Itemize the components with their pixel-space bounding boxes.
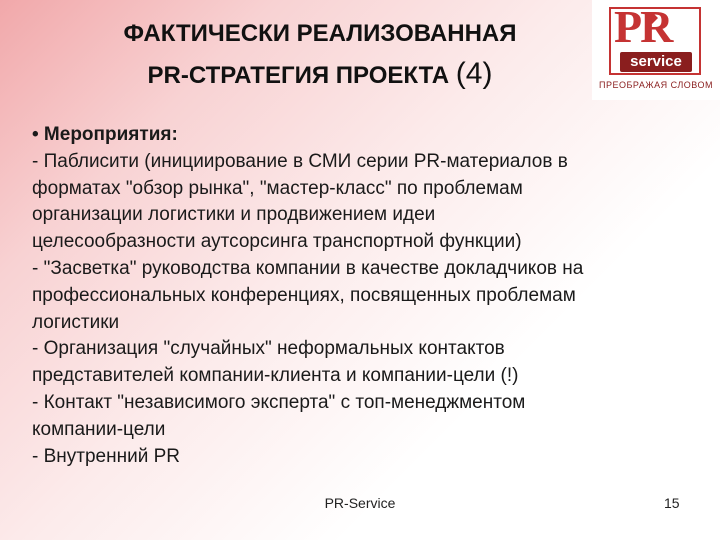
body-line: - "Засветка" руководства компании в качестве докладчиков на — [32, 257, 584, 279]
body-line: компании-цели — [32, 418, 166, 440]
body-line: - Организация "случайных" неформальных контактов — [32, 338, 505, 360]
body-line: - Внутренний PR — [32, 445, 180, 467]
title-line-1: ФАКТИЧЕСКИ РЕАЛИЗОВАННАЯ — [123, 20, 517, 47]
logo-motto: ПРЕОБРАЖАЯ СЛОВОМ — [599, 80, 713, 90]
bullet-heading: • Мероприятия: — [32, 124, 178, 145]
body-line: логистики — [32, 311, 120, 333]
body-line: форматах "обзор рынка", "мастер-класс" по проблемам — [32, 177, 523, 199]
body-line: представителей компании-клиента и компании-цели (!) — [32, 365, 519, 387]
title-line-2-text: PR-СТРАТЕГИЯ ПРОЕКТА — [147, 62, 450, 89]
logo-mark: PR — [614, 1, 672, 52]
logo-badge: service — [620, 52, 692, 72]
body-line: - Контакт "независимого эксперта" с топ-менеджментом — [32, 391, 526, 413]
body-line: организации логистики и продвижением идеи — [32, 204, 436, 226]
slide-title — [40, 14, 600, 96]
body-line: - Паблисити (инициирование в СМИ серии PR-материалов в — [32, 150, 568, 172]
slide-body — [32, 122, 692, 470]
body-line: целесообразности аутсорсинга транспортной функции) — [32, 231, 522, 253]
body-line: профессиональных конференциях, посвященных проблемам — [32, 284, 576, 306]
footer-text: PR-Service — [324, 495, 396, 511]
title-line-2 — [40, 54, 600, 96]
pr-service-logo — [592, 0, 720, 100]
title-number: (4) — [455, 57, 493, 90]
page-number: 15 — [664, 495, 680, 511]
